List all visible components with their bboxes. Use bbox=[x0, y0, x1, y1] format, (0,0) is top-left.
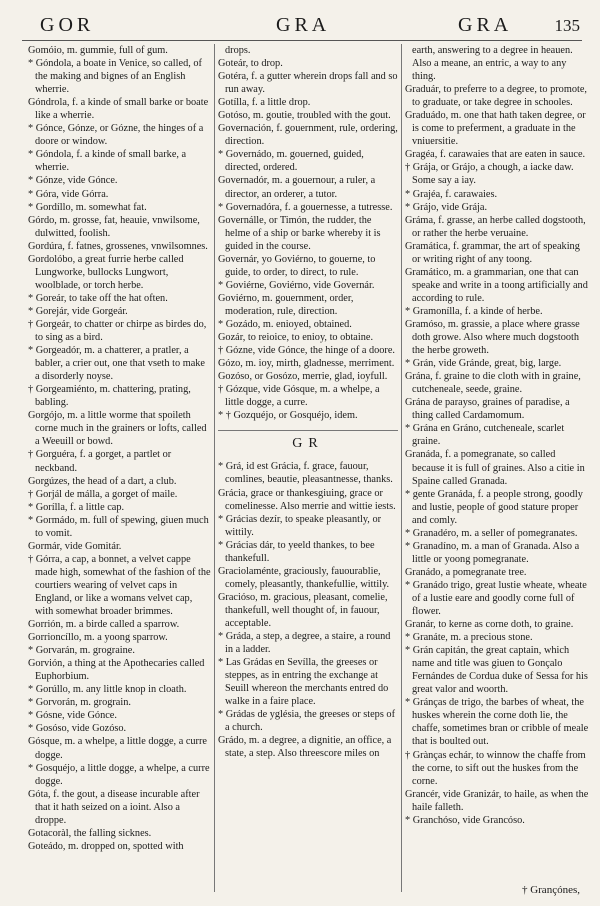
dictionary-entry: * Gráda, a step, a degree, a staire, a round in a ladder. bbox=[218, 631, 391, 656]
dictionary-entry: Górdo, m. grosse, fat, heauie, vnwilsome, dulwitted, foolish. bbox=[28, 214, 200, 239]
dictionary-entry: * Góra, vide Górra. bbox=[28, 188, 109, 200]
dictionary-entry: Gorgúzes, the head of a dart, a club. bbox=[28, 475, 177, 487]
dictionary-entry: Gotílla, f. a little drop. bbox=[218, 97, 311, 109]
dictionary-entry: Gramática, f. grammar, the art of speaking or writing right of any toong. bbox=[405, 240, 580, 265]
dictionary-entry: Gramático, m. a grammarian, one that can speake and write in a toong artificially and according to rule. bbox=[405, 266, 588, 304]
dictionary-entry: Góndrola, f. a kinde of small barke or boate like a wherrie. bbox=[28, 97, 209, 122]
dictionary-entry: * Granáte, m. a precious stone. bbox=[405, 632, 533, 644]
dictionary-entry: Governálle, or Timón, the rudder, the helme of a ship or barke whereby it is guided in the course. bbox=[218, 214, 381, 252]
dictionary-entry: † Gózne, vide Gónce, the hinge of a doore. bbox=[218, 345, 395, 357]
dictionary-entry: Gorvión, a thing at the Apothecaries called Euphorbium. bbox=[28, 658, 205, 683]
dictionary-entry: Gordúra, f. fatnes, grossenes, vnwilsomnes. bbox=[28, 240, 208, 252]
dictionary-entry: * Gosóso, vide Gozóso. bbox=[28, 723, 127, 735]
dictionary-entry: Gorrión, m. a birde called a sparrow. bbox=[28, 619, 180, 631]
dictionary-entry: Gotóso, m. goutie, troubled with the gout. bbox=[218, 110, 391, 122]
dictionary-entry: Gorgójo, m. a little worme that spoileth corne much in the grainers or lofts, called a Weeuill or bowd. bbox=[28, 410, 207, 448]
dictionary-entry: * Grajéa, f. carawaies. bbox=[405, 188, 498, 200]
dictionary-entry: * Governadóra, f. a gouernesse, a tutresse. bbox=[218, 201, 393, 213]
dictionary-entry: * Gónze, vide Gónce. bbox=[28, 175, 118, 187]
dictionary-entry: * Grán capitán, the great captain, which name and title was giuen to Gonçalo Fernándes de Cordua duke of Sessa for his great valor and woorth. bbox=[405, 645, 588, 696]
dictionary-entry: Governár, yo Goviérno, to gouerne, to guide, to order, to direct, to rule. bbox=[218, 253, 376, 278]
dictionary-entry: * gente Granáda, f. a people strong, goodly and lustie, people of good stature proper and comly. bbox=[405, 488, 583, 526]
dictionary-entry: * Góndola, f. a kinde of small barke, a wherrie. bbox=[28, 149, 187, 174]
dictionary-entry: * Granadéro, m. a seller of pomegranates. bbox=[405, 527, 578, 539]
dictionary-entry: * Gorílla, f. a little cap. bbox=[28, 501, 125, 513]
dictionary-entry: Gracióso, m. gracious, pleasant, comelie, thankefull, well thought of, in fauour, acceptable. bbox=[218, 591, 388, 629]
header-right-word: GRA bbox=[458, 14, 513, 36]
dictionary-entry: * Góndola, a boate in Venice, so called, of the making and bignes of an English wherrie. bbox=[28, 58, 202, 96]
dictionary-entry: Granáda, f. a pomegranate, so called because it is full of graines. Also a citie in Spaine called Granada. bbox=[405, 449, 585, 487]
dictionary-entry: † Gorguéra, f. a gorget, a partlet or neckband. bbox=[28, 449, 172, 474]
dictionary-entry: * Grájo, vide Grája. bbox=[405, 201, 488, 213]
dictionary-entry: † Grája, or Grájo, a chough, a iacke daw. Some say a iay. bbox=[405, 162, 574, 187]
column-right bbox=[405, 44, 589, 886]
dictionary-entry: * Gránças de trigo, the barbes of wheat, the huskes wherein the corne doth lie, the chaffe, sometimes bran or cribble of meale that is boulted out. bbox=[405, 697, 589, 748]
header-left-word: GOR bbox=[40, 14, 95, 36]
dictionary-entry: * Grána en Gráno, cutcheneale, scarlet graine. bbox=[405, 423, 565, 448]
dictionary-entry: * Gosquéjo, a little dogge, a whelpe, a curre dogge. bbox=[28, 762, 210, 787]
dictionary-entry: Grancér, vide Granizár, to haile, as when the haile falleth. bbox=[405, 788, 589, 813]
dictionary-entry: * Gorgeadór, m. a chatterer, a pratler, a babler, a crier out, one that vseth to make a disorderly noyse. bbox=[28, 345, 205, 383]
dictionary-entry: * † Gozquéjo, or Gosquéjo, idem. bbox=[218, 410, 358, 422]
dictionary-entry: † Górra, a cap, a bonnet, a velvet cappe made high, somewhat of the fashion of the courtiers wearing of velvet caps in England, or like a womans velvet cap, with somewhat broader brimmes. bbox=[28, 553, 211, 618]
dictionary-entry: Gormár, vide Gomitár. bbox=[28, 540, 122, 552]
dictionary-entry: * Gorvarán, m. grograine. bbox=[28, 645, 135, 657]
dictionary-entry: * Grán, vide Gránde, great, big, large. bbox=[405, 358, 562, 370]
dictionary-entry: Graduár, to preferre to a degree, to promote, to graduate, or take degree in schooles. bbox=[405, 84, 587, 109]
dictionary-entry: Gorrioncíllo, m. a yoong sparrow. bbox=[28, 632, 168, 644]
column-middle bbox=[218, 44, 398, 886]
dictionary-entry: * Gónce, Gónze, or Gózne, the hinges of a doore or window. bbox=[28, 123, 204, 148]
dictionary-entry: Goteár, to drop. bbox=[218, 58, 283, 70]
dictionary-entry: Gotacoràl, the falling sicknes. bbox=[28, 827, 152, 839]
dictionary-entry: * Governádo, m. gouerned, guided, directed, ordered. bbox=[218, 149, 364, 174]
dictionary-entry: * Grácias dár, to yeeld thankes, to bee thankefull. bbox=[218, 539, 375, 564]
dictionary-entry: * Gormádo, m. full of spewing, giuen much to vomit. bbox=[28, 514, 209, 539]
dictionary-entry: † Grànças echár, to winnow the chaffe from the corne, to sift out the huskes from the corne. bbox=[405, 749, 586, 787]
dictionary-entry: * Gorúllo, m. any little knop in cloath. bbox=[28, 684, 187, 696]
dictionary-entry: * Gramonílla, f. a kinde of herbe. bbox=[405, 305, 543, 317]
dictionary-entry: * Gordíllo, m. somewhat fat. bbox=[28, 201, 147, 213]
dictionary-entry: Governadór, m. a gouernour, a ruler, a director, an orderer, a tutor. bbox=[218, 175, 376, 200]
dictionary-entry: Graciolaménte, graciously, fauourablie, comely, pleasantly, thankefullie, wittily. bbox=[218, 565, 390, 590]
section-title: GR bbox=[218, 430, 398, 450]
dictionary-entry: * Gozádo, m. enioyed, obtained. bbox=[218, 318, 352, 330]
dictionary-entry: Grádo, m. a degree, a dignitie, an office, a state, a step. Also threescore miles on bbox=[218, 735, 392, 760]
dictionary-entry: † Gózque, vide Gósque, m. a whelpe, a little dogge, a curre. bbox=[218, 384, 380, 409]
dictionary-entry: Gozár, to reioice, to enioy, to obtaine. bbox=[218, 332, 374, 344]
dictionary-entry: earth, answering to a degree in heauen. Also a meane, an entric, a way to any thing. bbox=[412, 45, 573, 83]
column-left bbox=[28, 44, 212, 886]
dictionary-entry: * Grádas de yglésia, the greeses or steps of a church. bbox=[218, 709, 395, 734]
column-divider bbox=[214, 44, 215, 892]
dictionary-entry: Goteádo, m. dropped on, spotted with bbox=[28, 840, 184, 852]
dictionary-entry: Gráma, f. grasse, an herbe called dogstooth, or rather the herbe veruaine. bbox=[405, 214, 586, 239]
dictionary-entry: drops. bbox=[225, 45, 251, 56]
dictionary-entry: † Gorgeár, to chatter or chirpe as birdes do, to sing as a bird. bbox=[28, 318, 207, 344]
page-number: 135 bbox=[554, 16, 580, 35]
dictionary-entry: * Gósne, vide Gónce. bbox=[28, 710, 117, 722]
dictionary-entry: † Gorjál de málla, a gorget of maile. bbox=[28, 488, 178, 500]
dictionary-entry: * Grácias dezír, to speake pleasantly, or wittily. bbox=[218, 513, 382, 538]
dictionary-entry: * Granadíno, m. a man of Granada. Also a little or yoong pomegranate. bbox=[405, 540, 580, 565]
dictionary-entry: † Gorgeamiénto, m. chattering, prating, babling. bbox=[28, 384, 191, 409]
dictionary-entry: Grána, f. graine to die cloth with in graine, cutcheneale, seede, graine. bbox=[405, 371, 581, 396]
running-header bbox=[22, 14, 582, 41]
dictionary-entry: Graduádo, m. one that hath taken degree, or is come to preferment, a graduate in the vniuersitie. bbox=[405, 110, 586, 148]
dictionary-entry: Grána de parayso, graines of paradise, a thing called Cardamomum. bbox=[405, 397, 570, 422]
dictionary-entry: Gózo, m. ioy, mirth, gladnesse, merriment. bbox=[218, 358, 395, 370]
dictionary-entry: * Goviérne, Goviérno, vide Governár. bbox=[218, 279, 375, 291]
dictionary-entry: Gramóso, m. grassie, a place where grasse doth growe. Also where much dogstooth the herbe groweth. bbox=[405, 318, 580, 357]
dictionary-entry: Gordolóbo, a great furrie herbe called Lungworke, bullocks Lungwort, woolblade, or torch herbe. bbox=[28, 253, 184, 291]
dictionary-entry: Gragéa, f. carawaies that are eaten in sauce. bbox=[405, 149, 586, 161]
dictionary-entry: Grácia, grace or thankesgiuing, grace or comelinesse. Also merrie and wittie iests. bbox=[218, 487, 396, 512]
dictionary-entry: * Gorvorán, m. grograin. bbox=[28, 697, 131, 709]
dictionary-entry: Gozóso, or Gosózo, merrie, glad, ioyfull. bbox=[218, 371, 388, 383]
dictionary-entry: Gotéra, f. a gutter wherein drops fall and so run away. bbox=[218, 71, 398, 96]
dictionary-entry: * Las Grádas en Sevílla, the greeses or steppes, as in entring the exchange at Seuill whereon the merchants entred do walke in a faire place. bbox=[218, 657, 389, 708]
catchword: † Grançónes, bbox=[521, 884, 580, 896]
dictionary-entry: * Goreár, to take off the hat often. bbox=[28, 292, 168, 304]
dictionary-entry: Gomóio, m. gummie, full of gum. bbox=[28, 45, 168, 56]
dictionary-entry: Goviérno, m. gouernment, order, moderation, rule, direction. bbox=[218, 292, 354, 317]
dictionary-entry: Góta, f. the gout, a disease incurable after that it hath seized on a ioint. Also a droppe. bbox=[28, 788, 200, 826]
dictionary-entry: * Grá, id est Grácia, f. grace, fauour, comlines, beautie, pleasantnesse, thanks. bbox=[218, 461, 393, 486]
dictionary-entry: * Granchóso, vide Grancóso. bbox=[405, 814, 525, 826]
column-divider bbox=[401, 44, 402, 892]
dictionary-entry: Gósque, m. a whelpe, a little dogge, a curre dogge. bbox=[28, 736, 207, 761]
dictionary-entry: Governación, f. gouernment, rule, ordering, direction. bbox=[218, 123, 398, 148]
dictionary-entry: * Granádo trigo, great lustie wheate, wheate of a lustie eare and goodly corne full of flower. bbox=[405, 579, 587, 618]
dictionary-entry: Granár, to kerne as corne doth, to graine. bbox=[405, 619, 574, 631]
header-center-word: GRA bbox=[276, 14, 331, 36]
dictionary-entry: * Gorejár, vide Gorgeár. bbox=[28, 305, 128, 317]
dictionary-entry: Granádo, a pomegranate tree. bbox=[405, 566, 527, 578]
